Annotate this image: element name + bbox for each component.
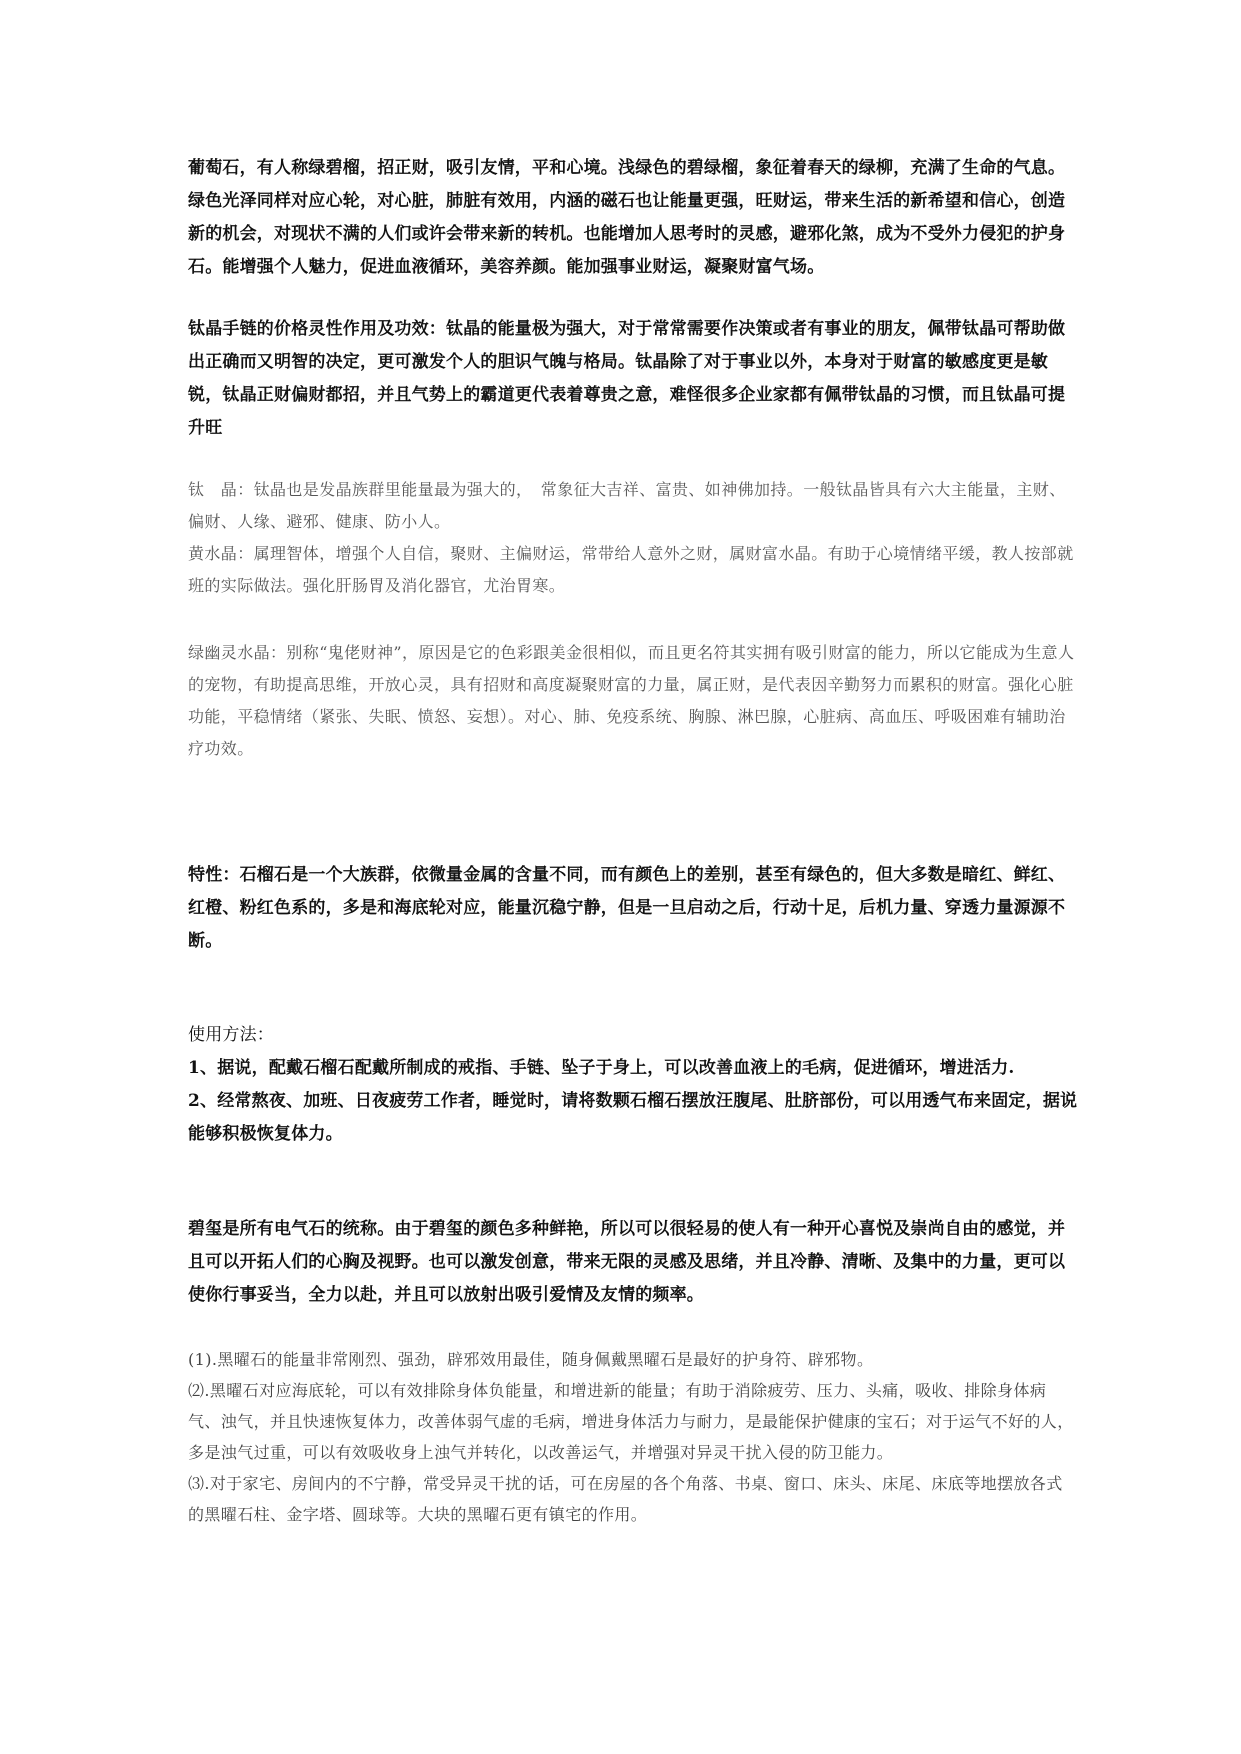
usage-item-2: 2、经常熬夜、加班、日夜疲劳工作者，睡觉时，请将数颗石榴石摆放汪腹尾、肚脐部份，可以用透气布来固定，据说能够积极恢复体力。 [188, 1091, 1078, 1144]
titanium-crystal-text: 钛 晶：钛晶也是发晶族群里能量最为强大的， 常象征大吉祥、富贵、如神佛加持。一般钛晶皆具有六大主能量，主财、偏财、人缘、避邪、健康、防小人。 [188, 480, 1066, 531]
obsidian-item-3: ⑶.对于家宅、房间内的不宁静，常受异灵干扰的话，可在房屋的各个角落、书桌、窗口、床头、床尾、床底等地摆放各式的黑曜石柱、金字塔、圆球等。大块的黑曜石更有镇宅的作用。 [188, 1474, 1063, 1524]
usage-item-1: 1、据说，配戴石榴石配戴所制成的戒指、手链、坠子于身上，可以改善血液上的毛病，促进循环，增进活力. [188, 1058, 1015, 1078]
paragraph-garnet-properties: 特性：石榴石是一个大族群，依微量金属的含量不同，而有颜色上的差别，甚至有绿色的，但大多数是暗红、鲜红、红橙、粉红色系的，多是和海底轮对应，能量沉稳宁静，但是一旦启动之后，行动十足，后机力量、穿透力量源源不断。 [188, 865, 1066, 951]
section-usage [188, 1019, 1078, 1151]
paragraph-green-phantom: 绿幽灵水晶：别称“鬼佬财神”，原因是它的色彩跟美金很相似，而且更名符其实拥有吸引财富的能力，所以它能成为生意人的宠物，有助提高思维，开放心灵，具有招财和高度凝聚财富的力量，属正财，是代表因辛勤努力而累积的财富。强化心脏功能，平稳情绪（紧张、失眠、愤怒、妄想）。对心、肺、免疫系统、胸腺、淋巴腺，心脏病、高血压、呼吸困难有辅助治疗功效。 [188, 643, 1075, 758]
paragraph-titanium-bracelet: 钛晶手链的价格灵性作用及功效：钛晶的能量极为强大，对于常常需要作决策或者有事业的朋友，佩带钛晶可帮助做出正确而又明智的决定，更可激发个人的胆识气魄与格局。钛晶除了对于事业以外，本身对于财富的敏感度更是敏锐，钛晶正财偏财都招，并且气势上的霸道更代表着尊贵之意，难怪很多企业家都有佩带钛晶的习惯，而且钛晶可提升旺 [188, 319, 1066, 438]
citrine-text: 黄水晶：属理智体，增强个人自信，聚财、主偏财运，常带给人意外之财，属财富水晶。有助于心境情绪平缓，教人按部就班的实际做法。强化肝肠胃及消化器官，尤治胃寒。 [188, 544, 1074, 595]
obsidian-item-2: ⑵.黑曜石对应海底轮，可以有效排除身体负能量，和增进新的能量；有助于消除疲劳、压力、头痛，吸收、排除身体病气、浊气，并且快速恢复体力，改善体弱气虚的毛病，增进身体活力与耐力，是最能保护健康的宝石；对于运气不好的人，多是浊气过重，可以有效吸收身上浊气并转化，以改善运气，并增强对异灵干扰入侵的防卫能力。 [188, 1381, 1074, 1462]
obsidian-item-1: (1).黑曜石的能量非常刚烈、强劲，辟邪效用最佳，随身佩戴黑曜石是最好的护身符、辟邪物。 [188, 1350, 874, 1369]
section-obsidian [188, 1344, 1078, 1530]
paragraph-tourmaline: 碧玺是所有电气石的统称。由于碧玺的颜色多种鲜艳，所以可以很轻易的使人有一种开心喜悦及崇尚自由的感觉，并且可以开拓人们的心胸及视野。也可以激发创意，带来无限的灵感及思绪，并且冷静、清晰、及集中的力量，更可以使你行事妥当，全力以赴，并且可以放射出吸引爱情及友情的频率。 [188, 1219, 1066, 1305]
usage-title: 使用方法： [188, 1025, 274, 1045]
paragraph-titanium-citrine [188, 474, 1078, 602]
paragraph-prehnite: 葡萄石，有人称绿碧榴，招正财，吸引友情，平和心境。浅绿色的碧绿榴，象征着春天的绿柳，充满了生命的气息。绿色光泽同样对应心轮，对心脏，肺脏有效用，内涵的磁石也让能量更强，旺财运，带来生活的新希望和信心，创造新的机会，对现状不满的人们或许会带来新的转机。也能增加人思考时的灵感，避邪化煞，成为不受外力侵犯的护身石。能增强个人魅力，促进血液循环，美容养颜。能加强事业财运，凝聚财富气场。 [188, 158, 1066, 277]
